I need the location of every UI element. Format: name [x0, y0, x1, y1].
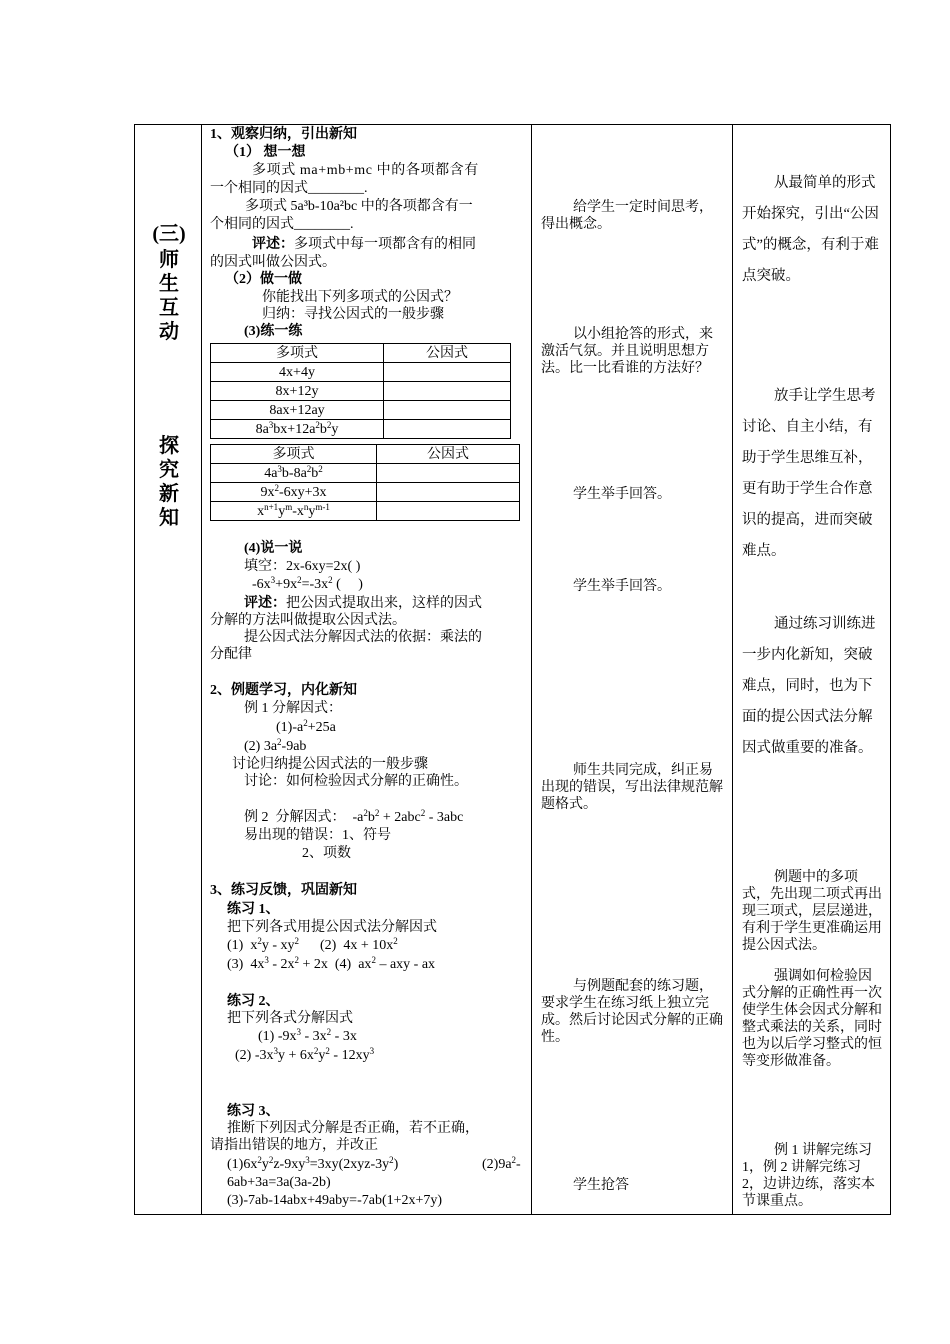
comment-line: [252, 236, 476, 253]
comment-line: [244, 595, 482, 612]
activity-note: 学生抢答: [573, 1178, 629, 1193]
do-title: （2）做一做: [225, 272, 302, 287]
table-cell-empty[interactable]: [384, 401, 511, 420]
text-line: 你能找出下列多项式的公因式？: [262, 290, 458, 305]
table-cell-empty[interactable]: [384, 382, 511, 401]
table-cell: 4x+4y: [211, 363, 384, 382]
table-header: 公因式: [377, 445, 520, 464]
text-line: 请指出错误的地方，并改正: [210, 1138, 378, 1153]
section-1-title: 1、观察归纳，引出新知: [210, 127, 357, 142]
text-line: 推断下列因式分解是否正确，若不正确，: [227, 1121, 479, 1136]
section-3-title: 3、练习反馈，巩固新知: [210, 883, 357, 898]
table-header: 公因式: [384, 344, 511, 363]
fill-line: $-6x^3+9x^2=-3x^2$ ( ): [252, 575, 363, 592]
table-header: 多项式: [211, 344, 384, 363]
math-line: $(2)9a^2-$: [482, 1155, 521, 1172]
math-line: (2) $-3x^3y + 6x^2y^2 - 12xy^3$: [235, 1046, 375, 1063]
text-line: 提公因式法分解因式法的依据：乘法的: [244, 630, 482, 645]
fill-line: 填空：2x-6xy=2x( ): [244, 559, 361, 574]
table-cell: $4a^3b-8a^2b^2$: [211, 464, 377, 483]
example-2: 例 2 分解因式： $-a^2b^2 + 2abc^2 - 3abc$: [244, 808, 464, 825]
table-cell: 8x+12y: [211, 382, 384, 401]
intent-note: 例 1 讲解完练习 1，例 2 讲解完练习 2，边讲边练，落实本节课重点。: [742, 1143, 875, 1209]
math-line: (3) $4x^3 - 2x^2 + 2x$ (4) $ax^2$ – axy - ax: [227, 955, 436, 972]
text-line: 个相同的因式________.: [210, 217, 354, 232]
side-char: 动: [159, 321, 179, 343]
side-char: 究: [159, 459, 179, 481]
text-line: 讨论归纳提公因式法的一般步骤: [232, 757, 428, 772]
table-cell-empty[interactable]: [377, 483, 520, 502]
comment-text: 把公因式提取出来，这样的因式: [286, 596, 482, 611]
text-line: 分解的方法叫做提取公因式法。: [210, 613, 406, 628]
activity-note: 师生共同完成，纠正易出现的错误，写出法律规范解题格式。: [541, 763, 723, 812]
table-cell: $9x^2-6xy+3x$: [211, 483, 377, 502]
activity-note: 学生举手回答。: [573, 487, 671, 502]
intent-note: 例题中的多项式，先出现二项式再出现三项式，层层递进，有利于学生更准确运用提公因式法。: [742, 870, 882, 953]
column-divider: [531, 124, 532, 1215]
table-cell-empty[interactable]: [377, 464, 520, 483]
math-line: (2) $3a^2-9ab$: [244, 737, 307, 754]
side-char: 知: [159, 507, 179, 529]
table-cell-empty[interactable]: [384, 363, 511, 382]
side-char: 新: [159, 483, 179, 505]
intent-note: 通过练习训练进一步内化新知，突破难点，同时，也为下面的提公因式法分解因式做重要的准备。: [742, 616, 876, 756]
practice-table-2: [210, 444, 520, 521]
say-title: (4)说一说: [244, 541, 303, 556]
example-1: 例 1 分解因式：: [244, 701, 342, 716]
section-2-title: 2、例题学习，内化新知: [210, 683, 357, 698]
intent-note: 从最简单的形式开始探究，引出“公因式”的概念，有利于难点突破。: [742, 175, 879, 284]
activity-note: 与例题配套的练习题，要求学生在练习纸上独立完成。然后讨论因式分解的正确性。: [541, 979, 723, 1045]
comment-label: 评述：: [252, 237, 294, 252]
math-line: (3)-7ab-14abx+49aby=-7ab(1+2x+7y): [227, 1193, 443, 1208]
practice-3-title: 练习 3、: [227, 1104, 280, 1119]
text-line: 易出现的错误：1、符号: [244, 828, 391, 843]
text-line: 把下列各式分解因式: [227, 1011, 353, 1026]
table-cell-empty[interactable]: [377, 502, 520, 521]
text-line: 把下列各式用提公因式法分解因式: [227, 920, 437, 935]
text-line: 分配律: [210, 647, 252, 662]
column-divider: [201, 124, 202, 1215]
math-line: (1) $-9x^3 - 3x^2 - 3x$: [258, 1027, 357, 1044]
activity-note: 学生举手回答。: [573, 579, 671, 594]
table-cell: 8ax+12ay: [211, 401, 384, 420]
activity-note: 以小组抢答的形式，来激活气氛。并且说明思想方法。比一比看谁的方法好？: [541, 327, 713, 376]
text-line: 多项式 5a³b-10a²bc 中的各项都含有一: [245, 199, 473, 214]
practice-2-title: 练习 2、: [227, 994, 280, 1009]
think-title: （1） 想一想: [225, 145, 306, 160]
text-line: 的因式叫做公因式。: [210, 255, 336, 270]
math-line: (1) $x^2y - xy^2$ (2) $4x + 10x^2$: [227, 936, 398, 953]
side-char: 互: [159, 297, 179, 319]
side-label: (三): [152, 223, 186, 245]
text-line: 多项式 ma+mb+mc 中的各项都含有: [252, 163, 479, 178]
text-line: 一个相同的因式________.: [210, 181, 368, 196]
text-line: 讨论：如何检验因式分解的正确性。: [244, 774, 468, 789]
intent-note: 放手让学生思考讨论、自主小结，有助于学生思维互补，更有助于学生合作意识的提高，进而突破难点。: [742, 388, 876, 559]
table-cell: $x^{n+1}y^m-x^ny^{m-1}$: [211, 502, 377, 521]
comment-label: 评述：: [244, 596, 286, 611]
practice-table-1: [210, 343, 511, 439]
math-line: 6ab+3a=3a(3a-2b): [227, 1175, 331, 1190]
side-char: 师: [159, 249, 179, 271]
math-line: $(1)-a^2+25a$: [276, 718, 336, 735]
practice-title: (3)练一练: [244, 324, 303, 339]
comment-text: 多项式中每一项都含有的相同: [294, 237, 476, 252]
text-line: 归纳：寻找公因式的一般步骤: [262, 307, 444, 322]
text-line: 2、项数: [302, 846, 351, 861]
table-header: 多项式: [211, 445, 377, 464]
practice-1-title: 练习 1、: [227, 902, 280, 917]
activity-note: 给学生一定时间思考，得出概念。: [541, 200, 713, 232]
side-char: 探: [159, 435, 179, 457]
table-cell-empty[interactable]: [384, 420, 511, 439]
column-divider: [732, 124, 733, 1215]
side-char: 生: [159, 273, 179, 295]
intent-note: 强调如何检验因式分解的正确性再一次使学生体会因式分解和整式乘法的关系，同时也为以后学习整式的恒等变形做准备。: [742, 969, 882, 1069]
math-line: $(1)6x^2y^2z-9xy^3=3xy(2xyz-3y^2)$: [227, 1155, 399, 1172]
table-cell: $8a^3bx+12a^2b^2y$: [211, 420, 384, 439]
